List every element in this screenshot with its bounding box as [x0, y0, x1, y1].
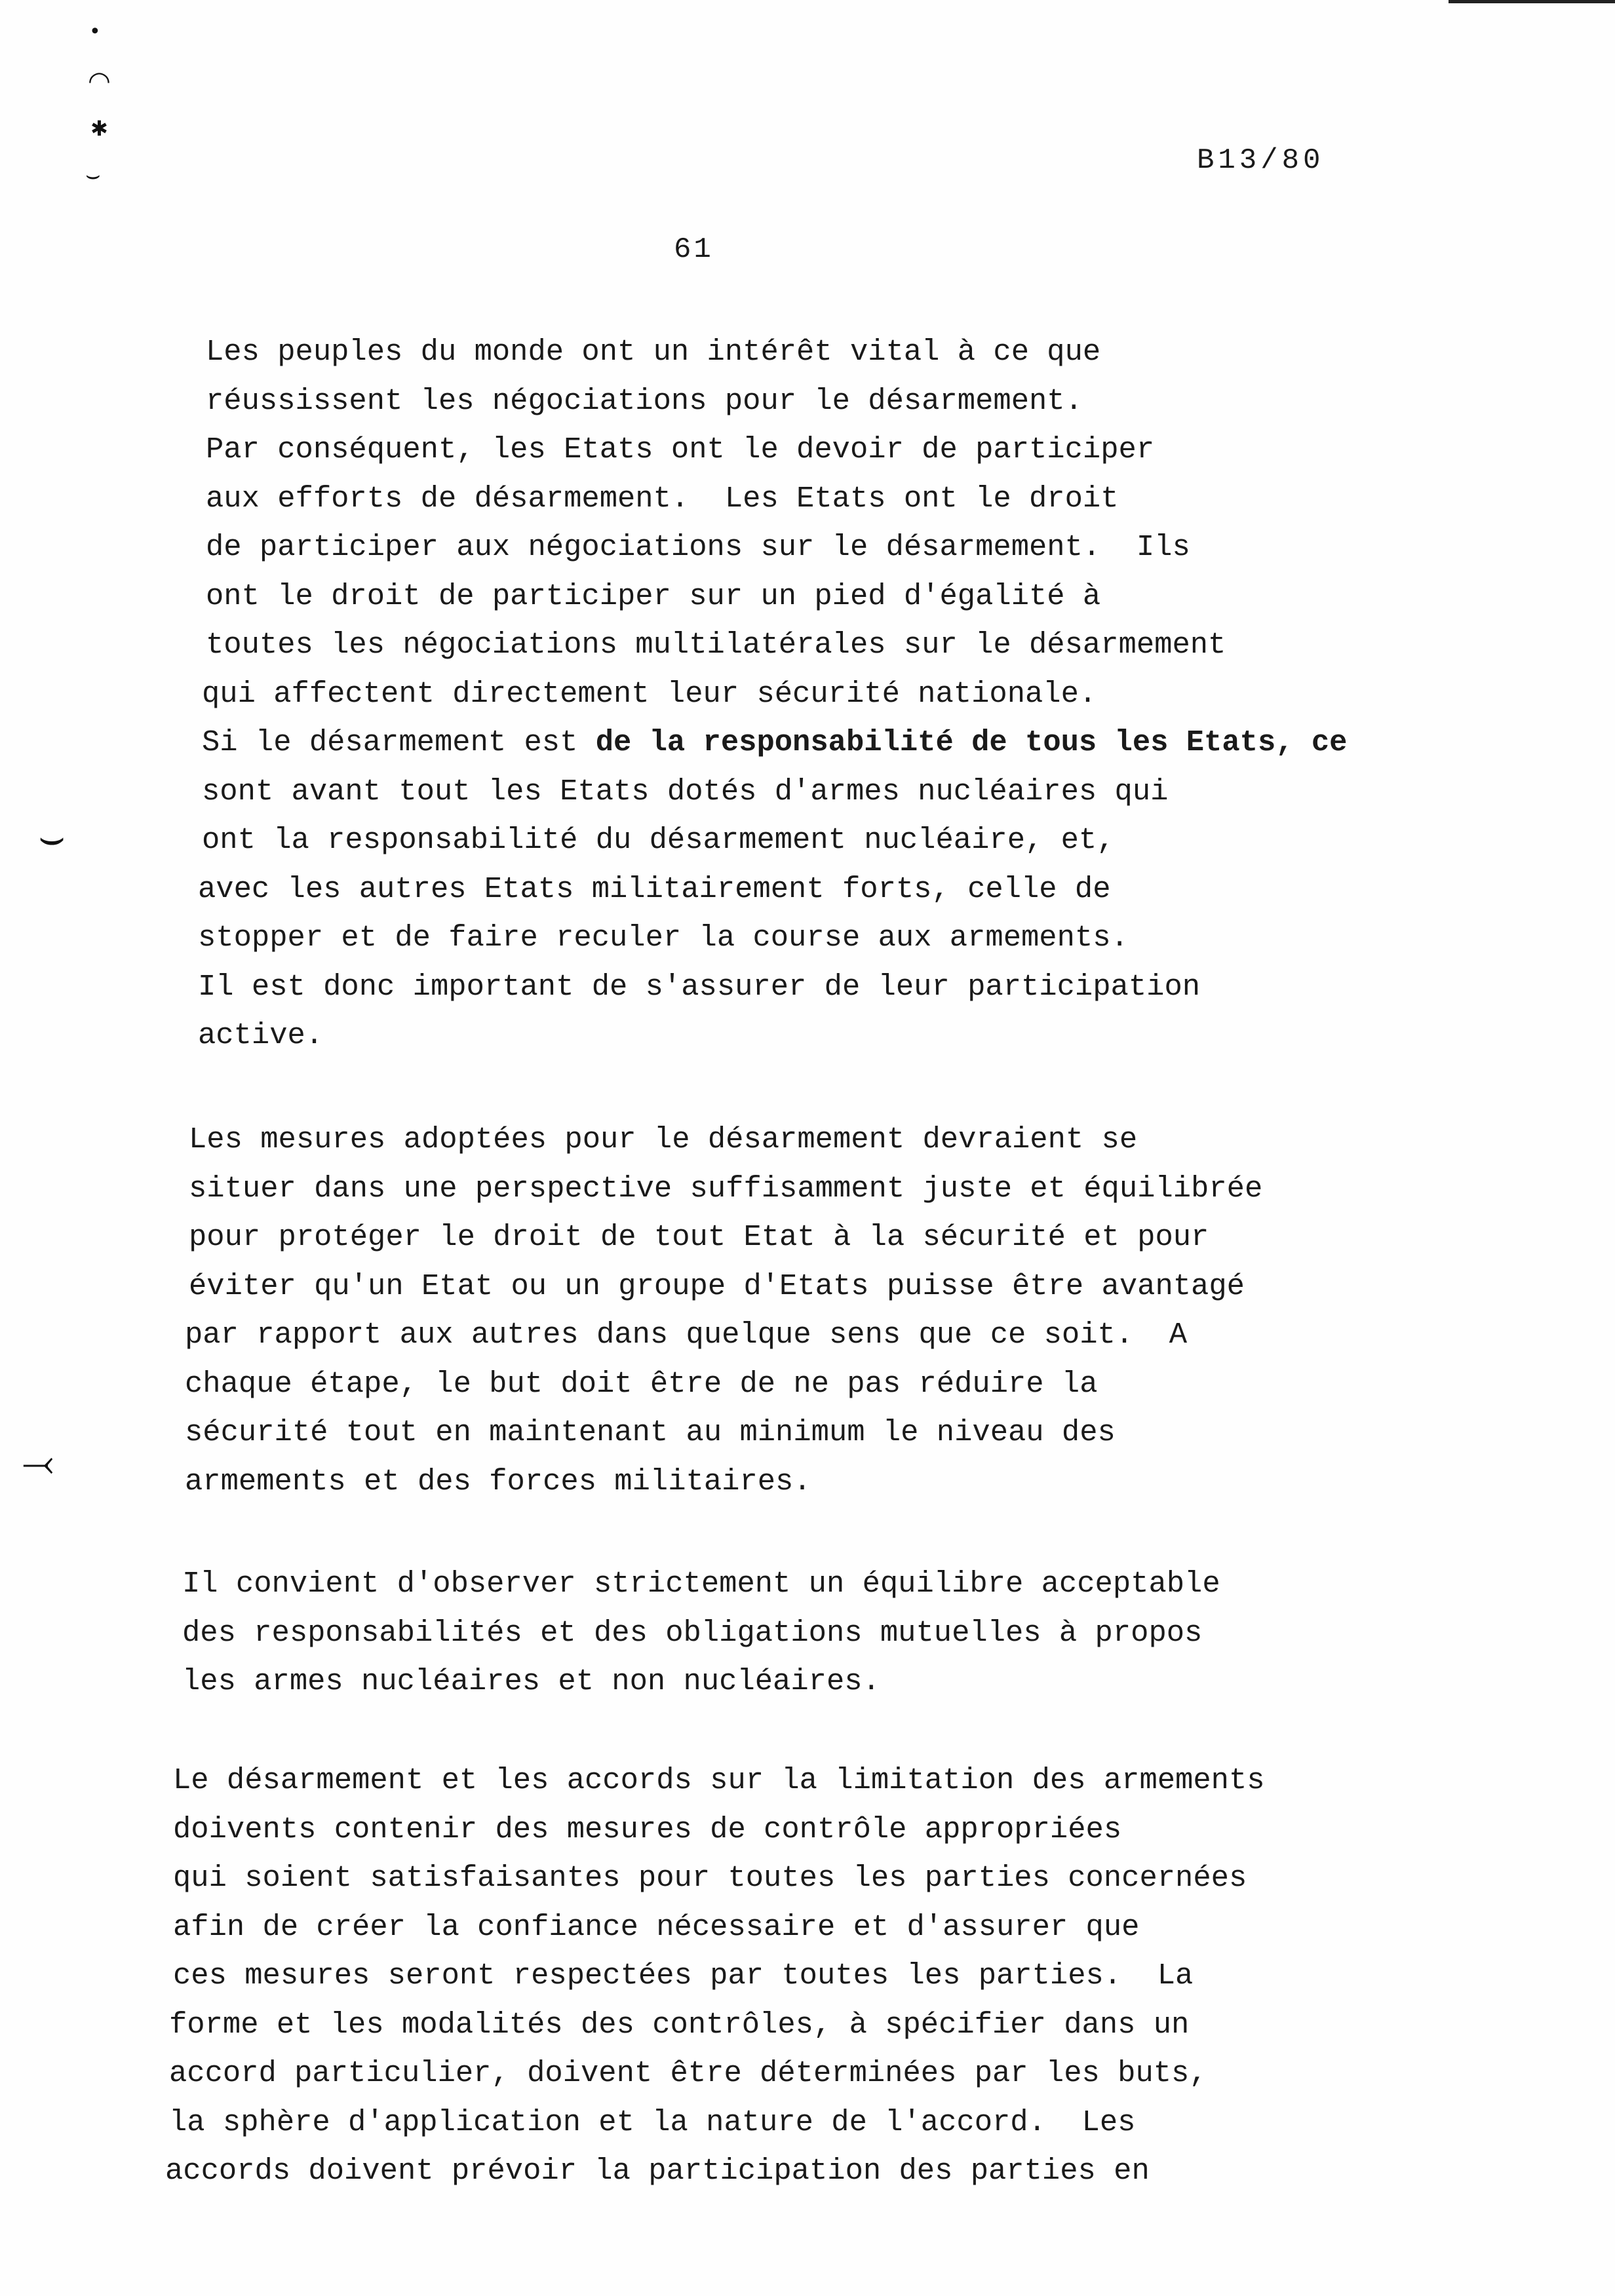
text-line: qui affectent directement leur sécurité nationale.	[202, 676, 1097, 711]
margin-bracket-mark: ⌣	[38, 813, 66, 862]
text-line: Les peuples du monde ont un intérêt vital à ce que	[206, 335, 1101, 369]
margin-tick-mark: ⌣	[85, 162, 101, 189]
text-line: qui soient satisfaisantes pour toutes les parties concernées	[173, 1861, 1247, 1895]
text-line: afin de créer la confiance nécessaire et d'assurer que	[173, 1909, 1140, 1944]
paragraph-verification	[165, 1756, 1484, 2196]
margin-arc-mark: ◠	[88, 66, 111, 96]
text-line: ont la responsabilité du désarmement nucléaire, et,	[202, 823, 1115, 857]
text-line: doivents contenir des mesures de contrôle appropriées	[173, 1812, 1122, 1846]
page-number: 61	[674, 233, 714, 266]
text-line: aux efforts de désarmement. Les Etats ont le droit	[206, 481, 1119, 516]
text-segment: ce	[1293, 725, 1348, 759]
text-segment: Si le désarmement est	[202, 725, 596, 759]
document-reference: B13/80	[1197, 144, 1325, 177]
text-line: Par conséquent, les Etats ont le devoir de participer	[206, 432, 1155, 467]
text-line: Il convient d'observer strictement un équilibre acceptable	[182, 1567, 1220, 1601]
text-line: sont avant tout les Etats dotés d'armes nucléaires qui	[202, 774, 1169, 809]
text-line: réussissent les négociations pour le désarmement.	[206, 383, 1083, 418]
text-line: avec les autres Etats militairement forts, celle de	[198, 871, 1111, 906]
text-line: éviter qu'un Etat ou un groupe d'Etats puisse être avantagé	[189, 1269, 1245, 1303]
text-line: pour protéger le droit de tout Etat à la sécurité et pour	[189, 1220, 1209, 1254]
text-line: ont le droit de participer sur un pied d'égalité à	[206, 579, 1101, 613]
text-line: Les mesures adoptées pour le désarmement devraient se	[189, 1122, 1138, 1157]
bold-text-segment: de la responsabilité de tous les Etats,	[595, 725, 1294, 759]
text-line: des responsabilités et des obligations mutuelles à propos	[182, 1615, 1203, 1650]
text-line-emphasis	[202, 718, 1517, 767]
text-line: sécurité tout en maintenant au minimum le niveau des	[185, 1415, 1116, 1449]
paragraph-balanced-measures	[185, 1115, 1500, 1506]
paragraph-participation	[198, 328, 1517, 1060]
text-line: de participer aux négociations sur le désarmement. Ils	[206, 530, 1190, 564]
text-line: stopper et de faire reculer la course aux armements.	[198, 921, 1129, 955]
text-line: ces mesures seront respectées par toutes les parties. La	[173, 1959, 1194, 1993]
text-line: la sphère d'application et la nature de l'accord. Les	[169, 2105, 1136, 2139]
text-line: accord particulier, doivent être déterminées par les buts,	[169, 2056, 1207, 2090]
text-line: chaque étape, le but doit être de ne pas réduire la	[185, 1366, 1098, 1401]
text-line: situer dans une perspective suffisamment juste et équilibrée	[189, 1171, 1263, 1206]
text-line: active.	[198, 1018, 324, 1052]
text-line: accords doivent prévoir la participation des parties en	[165, 2154, 1150, 2188]
text-line: Il est donc important de s'assurer de leur participation	[198, 969, 1201, 1004]
text-line: toutes les négociations multilatérales sur le désarmement	[206, 628, 1226, 662]
margin-star-mark: ✱	[90, 116, 108, 141]
text-line: armements et des forces militaires.	[185, 1464, 811, 1499]
paragraph-equilibrium	[182, 1559, 1493, 1706]
text-line: les armes nucléaires et non nucléaires.	[182, 1664, 880, 1698]
text-line: par rapport aux autres dans quelque sens que ce soit. A	[185, 1318, 1188, 1352]
margin-dot-mark: •	[89, 20, 101, 43]
margin-check-mark: ⤙	[22, 1440, 54, 1485]
text-line: forme et les modalités des contrôles, à spécifier dans un	[169, 2007, 1190, 2042]
text-line: Le désarmement et les accords sur la limitation des armements	[173, 1763, 1265, 1797]
scan-edge-line	[1449, 0, 1615, 3]
